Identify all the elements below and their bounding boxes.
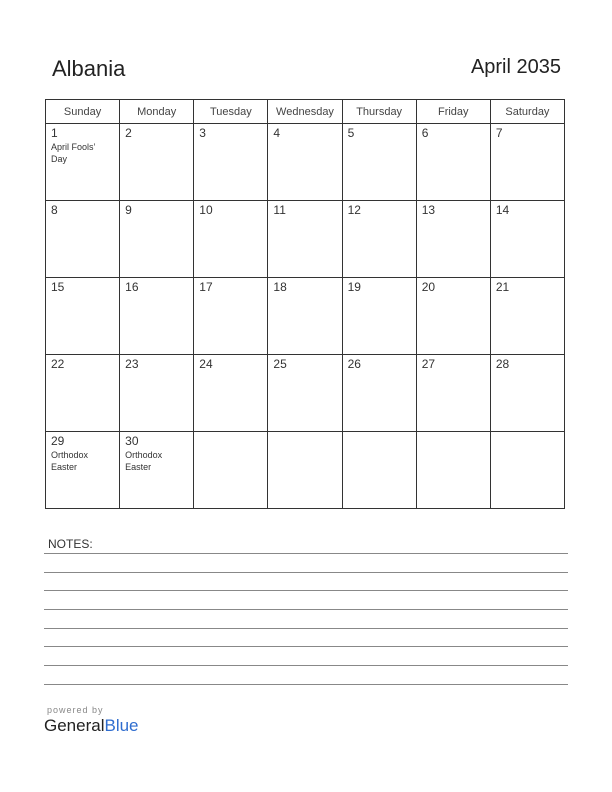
- day-number: 8: [51, 203, 58, 217]
- day-number: 28: [495, 357, 510, 371]
- day-number: 27: [421, 357, 436, 371]
- generalblue-logo[interactable]: [44, 716, 139, 736]
- day-cell: [342, 278, 416, 355]
- notes-label: NOTES:: [48, 537, 93, 551]
- weekday-header: Sunday: [46, 100, 120, 124]
- day-number: 21: [495, 280, 510, 294]
- day-number: 3: [199, 126, 206, 140]
- note-line: [44, 572, 568, 573]
- weekday-header-row: [46, 100, 565, 124]
- note-line: [44, 553, 568, 554]
- day-cell: [268, 201, 342, 278]
- note-line: [44, 590, 568, 591]
- day-number: 15: [51, 280, 65, 294]
- day-number: 14: [495, 203, 510, 217]
- day-cell: [342, 432, 416, 509]
- day-number: 11: [273, 203, 286, 217]
- day-cell: [120, 124, 194, 201]
- day-cell: [490, 355, 564, 432]
- day-number: 25: [273, 357, 287, 371]
- note-line: [44, 609, 568, 610]
- day-number: 29: [51, 434, 65, 448]
- day-cell: [416, 432, 490, 509]
- weekday-header: Monday: [120, 100, 194, 124]
- note-line: [44, 684, 568, 685]
- day-number: 20: [421, 280, 436, 294]
- day-number: 19: [347, 280, 361, 294]
- day-cell: [490, 278, 564, 355]
- day-number: 7: [495, 126, 503, 140]
- day-cell: [268, 278, 342, 355]
- day-number: 5: [347, 126, 355, 140]
- week-row: [46, 201, 565, 278]
- note-line: [44, 628, 568, 629]
- weekday-header: Saturday: [490, 100, 564, 124]
- day-number: 26: [347, 357, 361, 371]
- day-cell: [416, 355, 490, 432]
- day-number: 30: [125, 434, 139, 448]
- day-cell: [120, 201, 194, 278]
- month-year-title: April 2035: [470, 56, 561, 78]
- day-cell: [194, 432, 268, 509]
- day-cell: [194, 278, 268, 355]
- day-cell: [120, 278, 194, 355]
- day-cell: [490, 201, 564, 278]
- country-title: Albania: [52, 56, 126, 81]
- week-row: [46, 124, 565, 201]
- day-cell: [268, 355, 342, 432]
- day-cell: [342, 355, 416, 432]
- day-cell: [416, 201, 490, 278]
- weekday-header: Tuesday: [194, 100, 268, 124]
- day-cell: [46, 124, 120, 201]
- day-number: 22: [51, 357, 65, 371]
- day-cell: [268, 124, 342, 201]
- day-number: 9: [125, 203, 132, 217]
- day-number: 6: [421, 126, 429, 140]
- day-cell: [120, 432, 194, 509]
- weekday-header: Wednesday: [268, 100, 342, 124]
- day-number: 2: [125, 126, 132, 140]
- day-number: 23: [125, 357, 139, 371]
- powered-by-label: powered by: [47, 705, 104, 715]
- day-number: 24: [199, 357, 213, 371]
- week-row: [46, 432, 565, 509]
- weekday-header: Friday: [416, 100, 490, 124]
- day-cell: [46, 278, 120, 355]
- day-number: 10: [199, 203, 213, 217]
- day-cell: [46, 432, 120, 509]
- day-cell: [490, 124, 564, 201]
- day-cell: [416, 278, 490, 355]
- holiday-label: April Fools’ Day: [51, 142, 96, 164]
- day-cell: [268, 432, 342, 509]
- day-number: 17: [199, 280, 213, 294]
- day-number: 13: [421, 203, 436, 217]
- day-number: 12: [347, 203, 361, 217]
- week-row: [46, 355, 565, 432]
- day-cell: [120, 355, 194, 432]
- brand-general: General: [44, 716, 105, 735]
- day-cell: [194, 355, 268, 432]
- day-cell: [342, 201, 416, 278]
- day-number: 16: [125, 280, 139, 294]
- day-number: 18: [273, 280, 287, 294]
- week-row: [46, 278, 565, 355]
- day-cell: [416, 124, 490, 201]
- note-line: [44, 665, 568, 666]
- day-cell: [46, 201, 120, 278]
- weekday-header: Thursday: [342, 100, 416, 124]
- day-cell: [194, 201, 268, 278]
- day-number: 1: [51, 126, 58, 140]
- day-cell: [46, 355, 120, 432]
- calendar-grid: [45, 99, 565, 509]
- holiday-label: Orthodox Easter: [51, 450, 89, 472]
- note-line: [44, 646, 568, 647]
- brand-blue: Blue: [104, 716, 139, 735]
- day-cell: [490, 432, 564, 509]
- day-cell: [342, 124, 416, 201]
- holiday-label: Orthodox Easter: [125, 450, 163, 472]
- day-cell: [194, 124, 268, 201]
- day-number: 4: [273, 126, 281, 140]
